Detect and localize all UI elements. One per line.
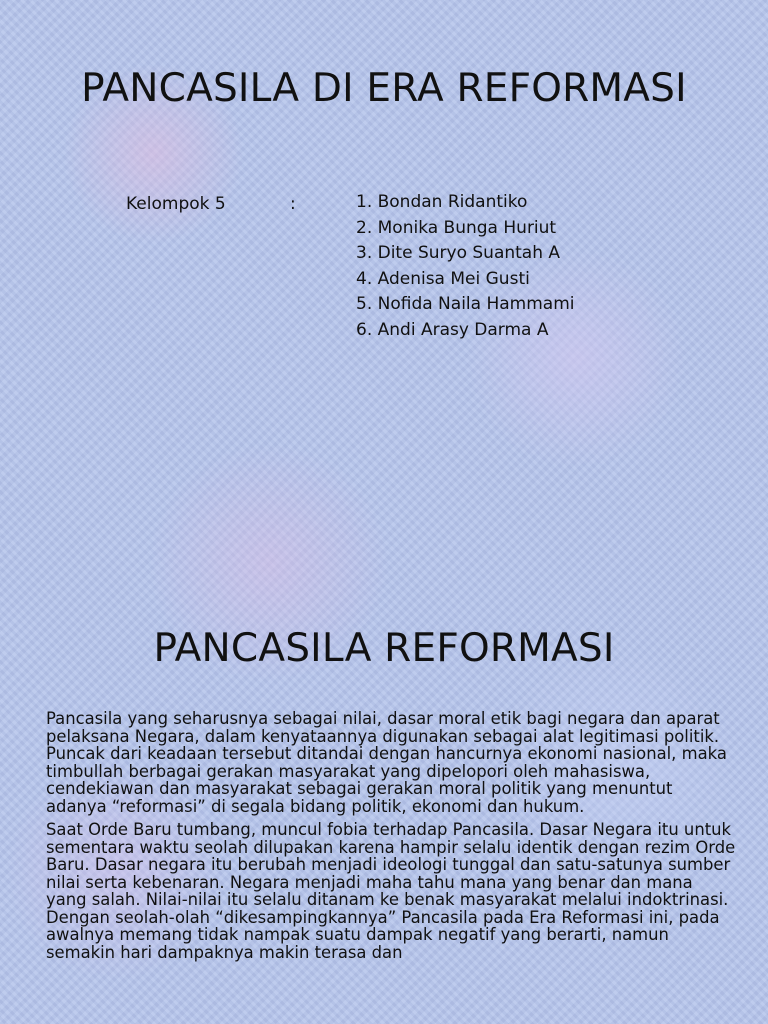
member-item: 5. Nofida Naila Hammami (356, 294, 575, 314)
group-separator: : (290, 194, 296, 214)
body-text (46, 710, 736, 967)
member-list (356, 194, 575, 343)
slide-heading: PANCASILA REFORMASI (153, 626, 615, 671)
body-paragraph: Saat Orde Baru tumbang, muncul fobia terhadap Pancasila. Dasar Negara itu untuk sementara waktu seolah dilupakan karena hampir selalu identik dengan rezim Orde Baru. Dasar negara itu berubah menjadi ideologi tunggal dan satu-satunya sumber nilai serta kebenaran. Negara menjadi maha tahu mana yang benar dan mana yang salah. Nilai-nilai itu selalu ditanam ke benak masyarakat melalui indoktrinasi. Dengan seolah-olah “dikesampingkannya” Pancasila pada Era Reformasi ini, pada awalnya memang tidak nampak suatu dampak negatif yang berarti, namun semakin hari dampaknya makin terasa dan (46, 820, 736, 962)
slide-title: PANCASILA DI ERA REFORMASI (81, 66, 687, 111)
body-paragraph: Pancasila yang seharusnya sebagai nilai, dasar moral etik bagi negara dan aparat pelaksana Negara, dalam kenyataannya digunakan sebagai alat legitimasi politik. Puncak dari keadaan tersebut ditandai dengan hancurnya ekonomi nasional, maka timbullah berbagai gerakan masyarakat yang dipelopori oleh mahasiswa, cendekiawan dan masyarakat sebagai gerakan moral politik yang menuntut adanya “reformasi” di segala bidang politik, ekonomi dan hukum. (46, 709, 727, 816)
member-item: 2. Monika Bunga Huriut (356, 217, 557, 238)
group-label: Kelompok 5 (126, 194, 226, 214)
slide-content-page (0, 576, 768, 1024)
member-item: 1. Bondan Ridantiko (356, 192, 528, 212)
member-item: 3. Dite Suryo Suantah A (356, 243, 561, 263)
member-item: 4. Adenisa Mei Gusti (356, 268, 530, 289)
member-item: 6. Andi Arasy Darma A (356, 319, 549, 340)
